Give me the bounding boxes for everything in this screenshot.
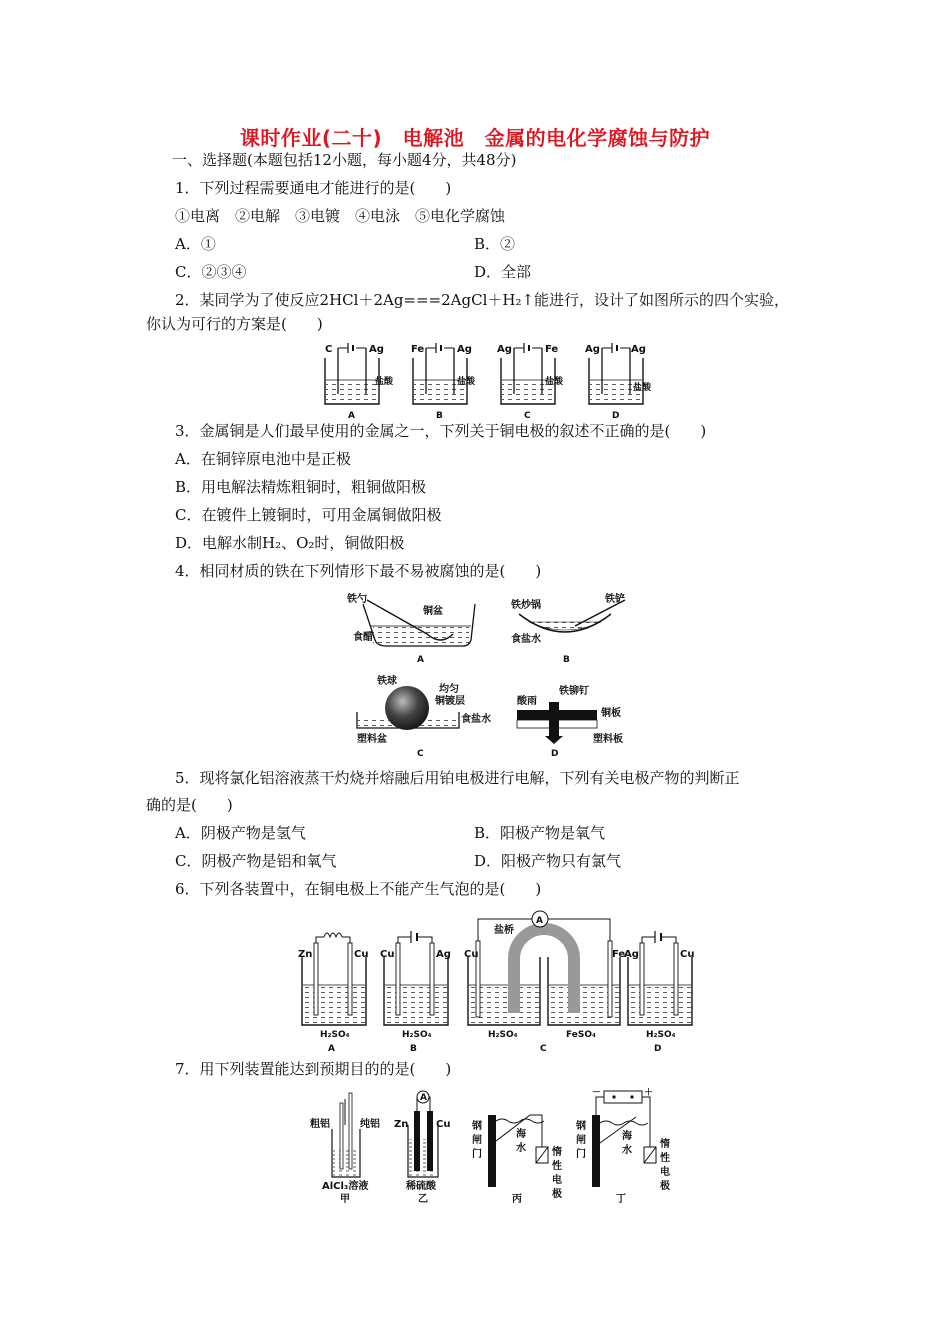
- q7-yi-right-label: Cu: [436, 1119, 451, 1130]
- section-heading: 一、选择题(本题包括12小题，每小题4分，共48分): [172, 151, 517, 169]
- q4-d-rain-label: 酸雨: [517, 696, 537, 707]
- q7-jia-right-label: 纯铝: [360, 1119, 380, 1130]
- q7-stem: 7．用下列装置能达到预期目的的是( ): [175, 1060, 452, 1078]
- q6-beaker-d: [624, 931, 694, 1054]
- q2-a-left-electrode: C: [325, 344, 333, 355]
- q6-a-right-electrode: Cu: [354, 949, 369, 960]
- q7-yi-left-label: Zn: [394, 1119, 409, 1130]
- q6-a-label: A: [328, 1044, 335, 1054]
- q2-d-label: D: [612, 411, 620, 421]
- q7-bing-inert-char-4: 极: [552, 1189, 562, 1200]
- q1-option-c[interactable]: C．②③④: [175, 263, 247, 281]
- q7-ding-inert-char-4: 极: [660, 1181, 670, 1192]
- q1-option-a[interactable]: A．①: [175, 235, 216, 253]
- q7-ding-inert-char-3: 电: [660, 1167, 670, 1178]
- q5-option-b[interactable]: B．阳极产物是氧气: [474, 824, 606, 842]
- q7-ding-minus-label: －: [592, 1088, 602, 1098]
- q7-ding-inert-char-2: 性: [660, 1153, 670, 1164]
- q7-bing-gate-char-1: 钢: [472, 1121, 482, 1132]
- q6-c-solution-2: FeSO₄: [566, 1030, 596, 1040]
- q4-c-ball-label: 铁球: [377, 676, 397, 687]
- q2-d-left-electrode: Ag: [585, 344, 600, 355]
- q7-fig-bing: [471, 1115, 562, 1205]
- q6-b-left-electrode: Cu: [380, 949, 395, 960]
- q7-jia-solution-label: AlCl₃溶液: [322, 1181, 369, 1192]
- q7-bing-gate-char-2: 闸: [472, 1135, 482, 1146]
- q7-bing-sea-char-2: 水: [516, 1143, 526, 1154]
- q4-fig-a: [346, 592, 475, 665]
- q7-yi-label: 乙: [418, 1194, 428, 1205]
- q6-c-bridge-label: 盐桥: [494, 925, 514, 936]
- q7-yi-ammeter-label: A: [420, 1093, 427, 1103]
- q4-b-shovel-label: 铁铲: [605, 594, 625, 605]
- q4-fig-b: [510, 592, 625, 665]
- q7-bing-gate-char-3: 门: [472, 1149, 482, 1160]
- q6-c-ammeter-label: A: [536, 916, 543, 926]
- q4-b-label: B: [563, 655, 570, 665]
- q7-bing-inert-char-2: 性: [552, 1161, 562, 1172]
- q2-a-label: A: [348, 411, 355, 421]
- q6-stem: 6．下列各装置中，在铜电极上不能产生气泡的是( ): [175, 880, 542, 898]
- q4-a-basin-label: 铜盆: [423, 606, 443, 617]
- q4-d-rivet-label: 铁铆钉: [559, 686, 589, 697]
- q4-d-plastic-label: 塑料板: [593, 734, 623, 745]
- q2-d-right-electrode: Ag: [631, 344, 646, 355]
- q7-ding-label: 丁: [616, 1194, 626, 1205]
- q1-stem: 1．下列过程需要通电才能进行的是( ): [175, 179, 452, 197]
- q4-a-label: A: [417, 655, 424, 665]
- q2-d-solution: 盐酸: [633, 383, 652, 393]
- q7-ding-gate-char-1: 钢: [576, 1121, 586, 1132]
- q7-fig-yi: [394, 1091, 450, 1205]
- q6-a-solution: H₂SO₄: [320, 1030, 350, 1040]
- q2-b-right-electrode: Ag: [457, 344, 472, 355]
- q3-stem: 3．金属铜是人们最早使用的金属之一，下列关于铜电极的叙述不正确的是( ): [175, 422, 707, 440]
- q2-beaker-a: [325, 343, 394, 421]
- q7-jia-label: 甲: [340, 1194, 350, 1205]
- q6-d-left-electrode: Ag: [624, 949, 639, 960]
- q2-beaker-c: [497, 343, 564, 421]
- q7-bing-inert-char-1: 惰: [552, 1147, 562, 1158]
- q4-a-spoon-label: 铁勺: [347, 594, 367, 605]
- q2-b-label: B: [436, 411, 443, 421]
- q6-beaker-b: [380, 931, 451, 1054]
- q7-bing-inert-char-3: 电: [552, 1175, 562, 1186]
- q2-c-solution: 盐酸: [545, 377, 564, 387]
- q6-figure: [292, 905, 712, 1057]
- q7-ding-sea-char-1: 海: [622, 1131, 632, 1142]
- page-title: 课时作业(二十) 电解池 金属的电化学腐蚀与防护: [239, 126, 711, 150]
- q2-c-left-electrode: Ag: [497, 344, 512, 355]
- q7-jia-left-label: 粗铝: [310, 1119, 330, 1130]
- q6-d-solution: H₂SO₄: [646, 1030, 676, 1040]
- q4-c-coat-label-1: 均匀: [439, 684, 459, 695]
- q1-option-d[interactable]: D．全部: [474, 263, 532, 281]
- q4-c-coat-label-2: 铜镀层: [435, 696, 465, 707]
- q4-a-liquid-label: 食醋: [353, 632, 373, 643]
- q2-stem-cont: 你认为可行的方案是( ): [146, 315, 323, 333]
- q4-stem: 4．相同材质的铁在下列情形下最不易被腐蚀的是( ): [175, 562, 542, 580]
- q2-a-right-electrode: Ag: [369, 344, 384, 355]
- q7-ding-plus-label: ＋: [644, 1088, 654, 1098]
- q6-c-right-electrode: Fe: [612, 949, 626, 960]
- q6-d-label: D: [654, 1044, 662, 1054]
- q2-beaker-b: [411, 343, 476, 421]
- q4-c-label: C: [417, 749, 424, 758]
- q6-c-solution-1: H₂SO₄: [488, 1030, 518, 1040]
- q5-stem: 5．现将氯化铝溶液蒸干灼烧并熔融后用铂电极进行电解，下列有关电极产物的判断正: [175, 769, 740, 787]
- q4-b-wok-label: 铁炒锅: [511, 600, 541, 611]
- q3-option-b[interactable]: B．用电解法精炼粗铜时，粗铜做阳极: [175, 478, 427, 496]
- q7-bing-sea-char-1: 海: [516, 1129, 526, 1140]
- q6-b-label: B: [410, 1044, 417, 1054]
- q2-c-label: C: [524, 411, 531, 421]
- q2-beaker-d: [585, 343, 652, 421]
- q1-items: ①电离 ②电解 ③电镀 ④电泳 ⑤电化学腐蚀: [175, 207, 506, 225]
- q6-d-right-electrode: Cu: [680, 949, 695, 960]
- q2-c-right-electrode: Fe: [545, 344, 559, 355]
- q7-yi-solution-label: 稀硫酸: [406, 1181, 436, 1192]
- q7-fig-jia: [310, 1093, 380, 1205]
- q6-a-left-electrode: Zn: [298, 949, 313, 960]
- q6-beaker-a: [298, 933, 368, 1054]
- q4-c-liquid-label: 食盐水: [461, 714, 491, 725]
- q6-b-solution: H₂SO₄: [402, 1030, 432, 1040]
- q5-option-c[interactable]: C．阴极产物是铝和氧气: [175, 852, 337, 870]
- q2-stem: 2．某同学为了使反应2HCl＋2Ag===2AgCl＋H₂↑能进行，设计了如图所示的四个实验，: [175, 291, 790, 309]
- q2-b-left-electrode: Fe: [411, 344, 425, 355]
- q4-fig-d: [517, 684, 623, 758]
- q4-d-plate-label: 铜板: [601, 708, 621, 719]
- q6-b-right-electrode: Ag: [436, 949, 451, 960]
- q7-ding-gate-char-2: 闸: [576, 1135, 586, 1146]
- q4-figure: [345, 590, 645, 758]
- q7-figure: [310, 1085, 680, 1210]
- q3-option-d[interactable]: D．电解水制H₂、O₂时，铜做阳极: [175, 534, 405, 552]
- q4-b-liquid-label: 食盐水: [511, 634, 541, 645]
- q7-bing-label: 丙: [512, 1194, 522, 1205]
- q7-ding-gate-char-3: 门: [576, 1149, 586, 1160]
- q3-option-a[interactable]: A．在铜锌原电池中是正极: [175, 450, 351, 468]
- q6-c-label: C: [540, 1044, 547, 1054]
- q1-option-b[interactable]: B．②: [474, 235, 516, 253]
- q4-fig-c: [357, 674, 491, 758]
- q7-ding-sea-char-2: 水: [622, 1145, 632, 1156]
- q2-figure: [315, 342, 655, 422]
- q2-a-solution: 盐酸: [375, 377, 394, 387]
- q5-stem-cont: 确的是( ): [146, 796, 233, 814]
- q3-option-c[interactable]: C．在镀件上镀铜时，可用金属铜做阳极: [175, 506, 442, 524]
- q2-b-solution: 盐酸: [457, 377, 476, 387]
- q7-ding-inert-char-1: 惰: [660, 1139, 670, 1150]
- q7-fig-ding: [575, 1087, 670, 1205]
- q4-c-basin-label: 塑料盆: [357, 734, 387, 745]
- q6-beaker-c: [464, 911, 625, 1054]
- q5-option-a[interactable]: A．阴极产物是氢气: [175, 824, 306, 842]
- q6-c-left-electrode: Cu: [464, 949, 479, 960]
- q5-option-d[interactable]: D．阳极产物只有氯气: [474, 852, 622, 870]
- q4-d-label: D: [551, 749, 559, 758]
